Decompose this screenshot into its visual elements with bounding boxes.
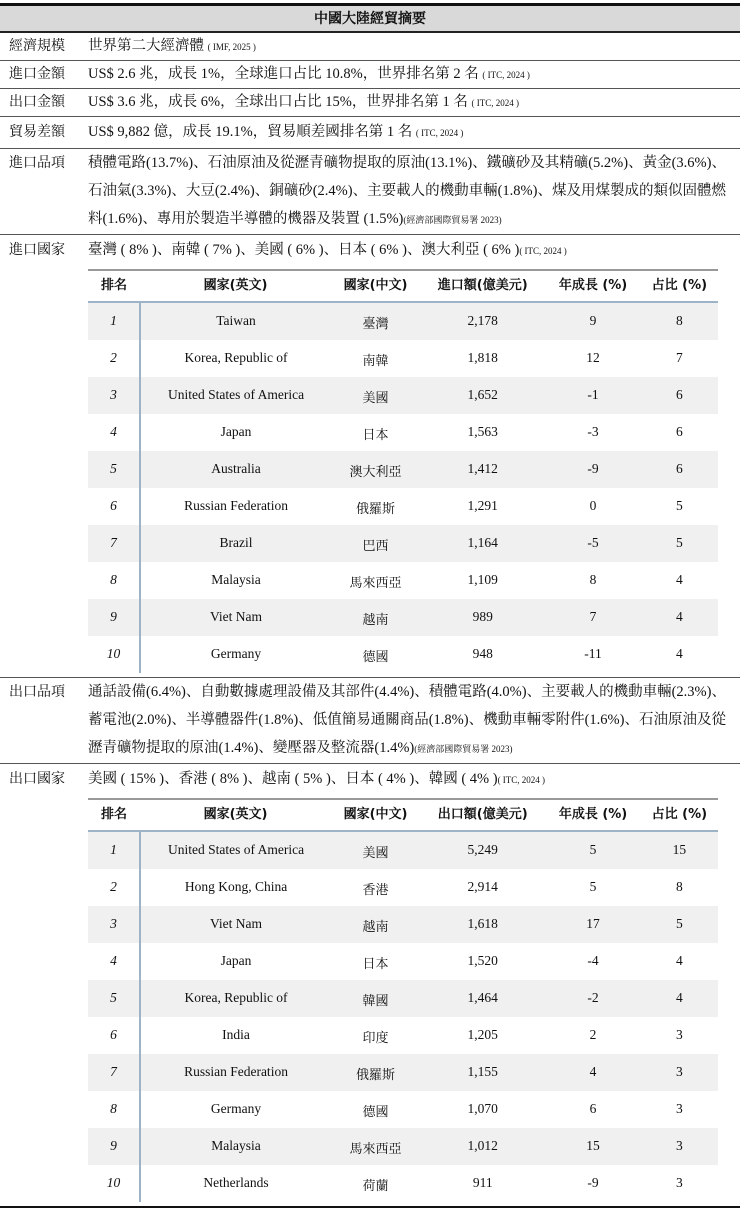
rank-cell: 2 [88,869,140,906]
country-zh-cell: 馬來西亞 [331,1128,420,1165]
country-en-cell: Viet Nam [140,599,331,636]
share-cell: 6 [675,424,683,439]
table-header-row [88,799,718,831]
share-cell: 6 [641,451,718,488]
growth-cell: -5 [545,525,640,562]
value-text: 通話設備(6.4%)、自動數據處理設備及其部件(4.4%)、積體電路(4.0%)、主要載人的機動車輛(2.3%)、蓄電池(2.0%)、半導體器件(1.8%)、低值簡易通關商品(1.8%)、機動車輛零附件(1.6%)、石油原油及從瀝青礦物提取的原油(1.4%)、變壓器及整流器(1.4%) [88,684,726,756]
table-row [88,525,718,562]
country-zh-cell: 德國 [362,1105,389,1120]
row-label: 進口金額 [9,66,65,82]
country-zh-cell: 香港 [362,883,389,898]
amount-cell: 2,178 [420,302,545,340]
import-countries-table [88,269,718,673]
table-row [88,980,718,1017]
growth-cell: 4 [545,1054,640,1091]
table-row [88,488,718,525]
value-text: 臺灣 ( 8% )、南韓 ( 7% )、美國 ( 6% )、日本 ( 6% )、澳大利亞 ( 6% ) [88,242,520,258]
country-en-cell: Australia [140,451,331,488]
row-value [88,764,740,1206]
amount-cell: 1,109 [467,572,498,587]
source-note: (經濟部國際貿易署 2023) [414,744,513,754]
amount-cell: 1,155 [420,1054,545,1091]
growth-cell: 17 [545,906,640,943]
growth-cell: -4 [587,953,599,968]
row-import-items [0,149,740,235]
country-en-cell: Japan [220,424,252,439]
row-label: 出口品項 [9,684,65,700]
amount-cell: 1,464 [420,980,545,1017]
row-value [88,117,740,148]
share-cell: 3 [675,1101,683,1116]
table-row [88,906,718,943]
growth-cell: 5 [545,831,640,869]
column-header: 占比 (%) [641,270,718,302]
table-row [88,562,718,599]
amount-cell: 1,205 [467,1027,498,1042]
country-en-cell: United States of America [140,831,331,869]
amount-cell: 1,618 [420,906,545,943]
country-en-cell: Korea, Republic of [140,980,331,1017]
country-zh-cell: 韓國 [331,980,420,1017]
growth-cell: 8 [589,572,597,587]
country-en-cell: Hong Kong, China [184,879,288,894]
source-note: ( ITC, 2024 ) [482,70,530,80]
value-text: 積體電路(13.7%)、石油原油及從瀝青礦物提取的原油(13.1%)、鐵礦砂及其精礦(5.2%)、黃金(3.6%)、石油氣(3.3%)、大豆(2.4%)、銅礦砂(2.4%)、主要載人的機動車輛(1.8%)、煤及用煤製成的類似固體燃料(1.6%)、專用於製造半導體的機器及裝置 (1.5%) [88,155,726,227]
row-value [88,61,740,88]
country-zh-cell: 越南 [331,906,420,943]
row-label: 出口金額 [9,94,65,110]
row-import-amount [0,61,740,89]
share-cell: 4 [675,953,683,968]
growth-cell: 6 [589,1101,597,1116]
row-value [88,149,740,234]
amount-cell: 1,563 [467,424,498,439]
row-import-countries [0,235,740,678]
country-zh-cell: 日本 [362,428,389,443]
row-export-items [0,678,740,764]
share-cell: 4 [641,980,718,1017]
column-header: 進口額(億美元) [420,270,545,302]
row-trade-balance [0,117,740,149]
column-header: 國家(中文) [331,799,420,831]
amount-cell: 989 [420,599,545,636]
share-cell: 4 [675,646,683,661]
growth-cell: 5 [589,879,597,894]
amount-cell: 948 [472,646,493,661]
amount-cell: 1,070 [467,1101,498,1116]
country-en-cell: Netherlands [203,1175,269,1190]
row-label: 出口國家 [9,771,65,787]
source-note: ( ITC, 2024 ) [497,775,546,785]
table-row [88,1091,718,1128]
table-row [88,1017,718,1054]
amount-cell: 1,164 [420,525,545,562]
column-header: 排名 [88,270,140,302]
share-cell: 3 [675,1027,683,1042]
value-text: US$ 9,882 億，成長 19.1%，貿易順差國排名第 1 名 [88,124,413,140]
share-cell: 3 [675,1175,683,1190]
source-note: ( IMF, 2025 ) [207,42,256,52]
source-note: (經濟部國際貿易署 2023) [403,215,502,225]
share-cell: 8 [675,879,683,894]
amount-cell: 1,652 [420,377,545,414]
amount-cell: 5,249 [420,831,545,869]
table-row [88,414,718,451]
share-cell: 7 [675,350,683,365]
rank-cell: 8 [88,1091,140,1128]
row-economic-scale [0,33,740,61]
share-cell: 3 [641,1054,718,1091]
share-cell: 8 [641,302,718,340]
growth-cell: 7 [545,599,640,636]
country-zh-cell: 巴西 [331,525,420,562]
rank-cell: 1 [88,831,140,869]
rank-cell: 8 [88,562,140,599]
column-header: 年成長 (%) [545,270,640,302]
rank-cell: 4 [88,414,140,451]
country-en-cell: United States of America [140,377,331,414]
value-text: 美國 ( 15% )、香港 ( 8% )、越南 ( 5% )、日本 ( 4% )、韓國 ( 4% ) [88,771,498,787]
country-en-cell: Brazil [140,525,331,562]
country-en-cell: Korea, Republic of [184,350,288,365]
country-en-cell: Germany [210,1101,262,1116]
amount-cell: 1,520 [467,953,498,968]
country-en-cell: Malaysia [140,1128,331,1165]
country-zh-cell: 美國 [331,831,420,869]
rank-cell: 6 [88,488,140,525]
country-en-cell: Germany [210,646,262,661]
source-note: ( ITC, 2024 ) [519,246,567,256]
column-header: 占比 (%) [641,799,718,831]
amount-cell: 911 [472,1175,493,1190]
amount-cell: 1,012 [420,1128,545,1165]
table-row [88,599,718,636]
country-zh-cell: 俄羅斯 [331,1054,420,1091]
share-cell: 5 [641,525,718,562]
table-row [88,636,718,673]
rank-cell: 3 [88,377,140,414]
row-label: 進口國家 [9,242,65,258]
country-zh-cell: 馬來西亞 [349,576,402,591]
source-note: ( ITC, 2024 ) [415,128,464,138]
row-value [88,235,740,677]
country-en-cell: Russian Federation [140,1054,331,1091]
table-row [88,869,718,906]
value-text: 世界第二大經濟體 [88,38,204,54]
rank-cell: 5 [88,451,140,488]
column-header: 排名 [88,799,140,831]
growth-cell: -11 [584,646,602,661]
table-row [88,943,718,980]
growth-cell: -2 [545,980,640,1017]
table-row [88,1128,718,1165]
column-header: 出口額(億美元) [420,799,545,831]
country-en-cell: India [222,1027,250,1042]
country-zh-cell: 荷蘭 [362,1179,389,1194]
source-note: ( ITC, 2024 ) [471,98,519,108]
country-en-cell: Taiwan [140,302,331,340]
row-value [88,678,740,763]
growth-cell: -3 [587,424,599,439]
export-countries-table [88,798,718,1202]
country-zh-cell: 美國 [331,377,420,414]
amount-cell: 2,914 [467,879,498,894]
value-text: US$ 3.6 兆，成長 6%，全球出口占比 15%，世界排名第 1 名 [88,94,468,110]
row-value [88,89,740,116]
column-header: 國家(英文) [140,799,331,831]
share-cell: 6 [641,377,718,414]
rank-cell: 4 [88,943,140,980]
table-row [88,831,718,869]
growth-cell: 9 [545,302,640,340]
row-value [88,33,740,60]
column-header: 國家(英文) [140,270,331,302]
rank-cell: 6 [88,1017,140,1054]
rank-cell: 3 [88,906,140,943]
growth-cell: 15 [545,1128,640,1165]
share-cell: 15 [641,831,718,869]
share-cell: 5 [675,498,683,513]
rank-cell: 10 [88,636,140,673]
table-row [88,1054,718,1091]
rank-cell: 5 [88,980,140,1017]
country-zh-cell: 臺灣 [331,302,420,340]
trade-summary-table [0,3,740,1208]
column-header: 年成長 (%) [545,799,640,831]
country-zh-cell: 日本 [362,957,389,972]
country-zh-cell: 德國 [362,650,389,665]
rank-cell: 7 [88,525,140,562]
country-en-cell: Japan [220,953,252,968]
country-en-cell: Viet Nam [140,906,331,943]
amount-cell: 1,291 [467,498,498,513]
growth-cell: -1 [545,377,640,414]
table-row [88,1165,718,1202]
country-zh-cell: 越南 [331,599,420,636]
rank-cell: 9 [88,1128,140,1165]
value-text: US$ 2.6 兆，成長 1%，全球進口占比 10.8%，世界排名第 2 名 [88,66,479,82]
row-export-amount [0,89,740,117]
growth-cell: 0 [589,498,597,513]
amount-cell: 1,818 [467,350,498,365]
country-zh-cell: 澳大利亞 [331,451,420,488]
row-label: 貿易差額 [9,124,65,140]
growth-cell: -9 [545,451,640,488]
rank-cell: 9 [88,599,140,636]
share-cell: 5 [641,906,718,943]
rank-cell: 7 [88,1054,140,1091]
column-header: 國家(中文) [331,270,420,302]
table-row [88,451,718,488]
table-row [88,302,718,340]
row-export-countries [0,764,740,1206]
rank-cell: 1 [88,302,140,340]
country-zh-cell: 南韓 [362,354,389,369]
growth-cell: 12 [586,350,600,365]
country-en-cell: Malaysia [211,572,261,587]
country-en-cell: Russian Federation [184,498,288,513]
share-cell: 4 [641,599,718,636]
share-cell: 4 [675,572,683,587]
table-header-row [88,270,718,302]
rank-cell: 2 [88,340,140,377]
growth-cell: -9 [587,1175,599,1190]
table-row [88,340,718,377]
row-label: 進口品項 [9,155,65,171]
amount-cell: 1,412 [420,451,545,488]
share-cell: 3 [641,1128,718,1165]
rank-cell: 10 [88,1165,140,1202]
table-row [88,377,718,414]
growth-cell: 2 [589,1027,597,1042]
country-zh-cell: 俄羅斯 [356,502,396,517]
row-label: 經濟規模 [9,38,65,54]
country-zh-cell: 印度 [362,1031,389,1046]
page-title: 中國大陸經貿摘要 [0,6,740,33]
